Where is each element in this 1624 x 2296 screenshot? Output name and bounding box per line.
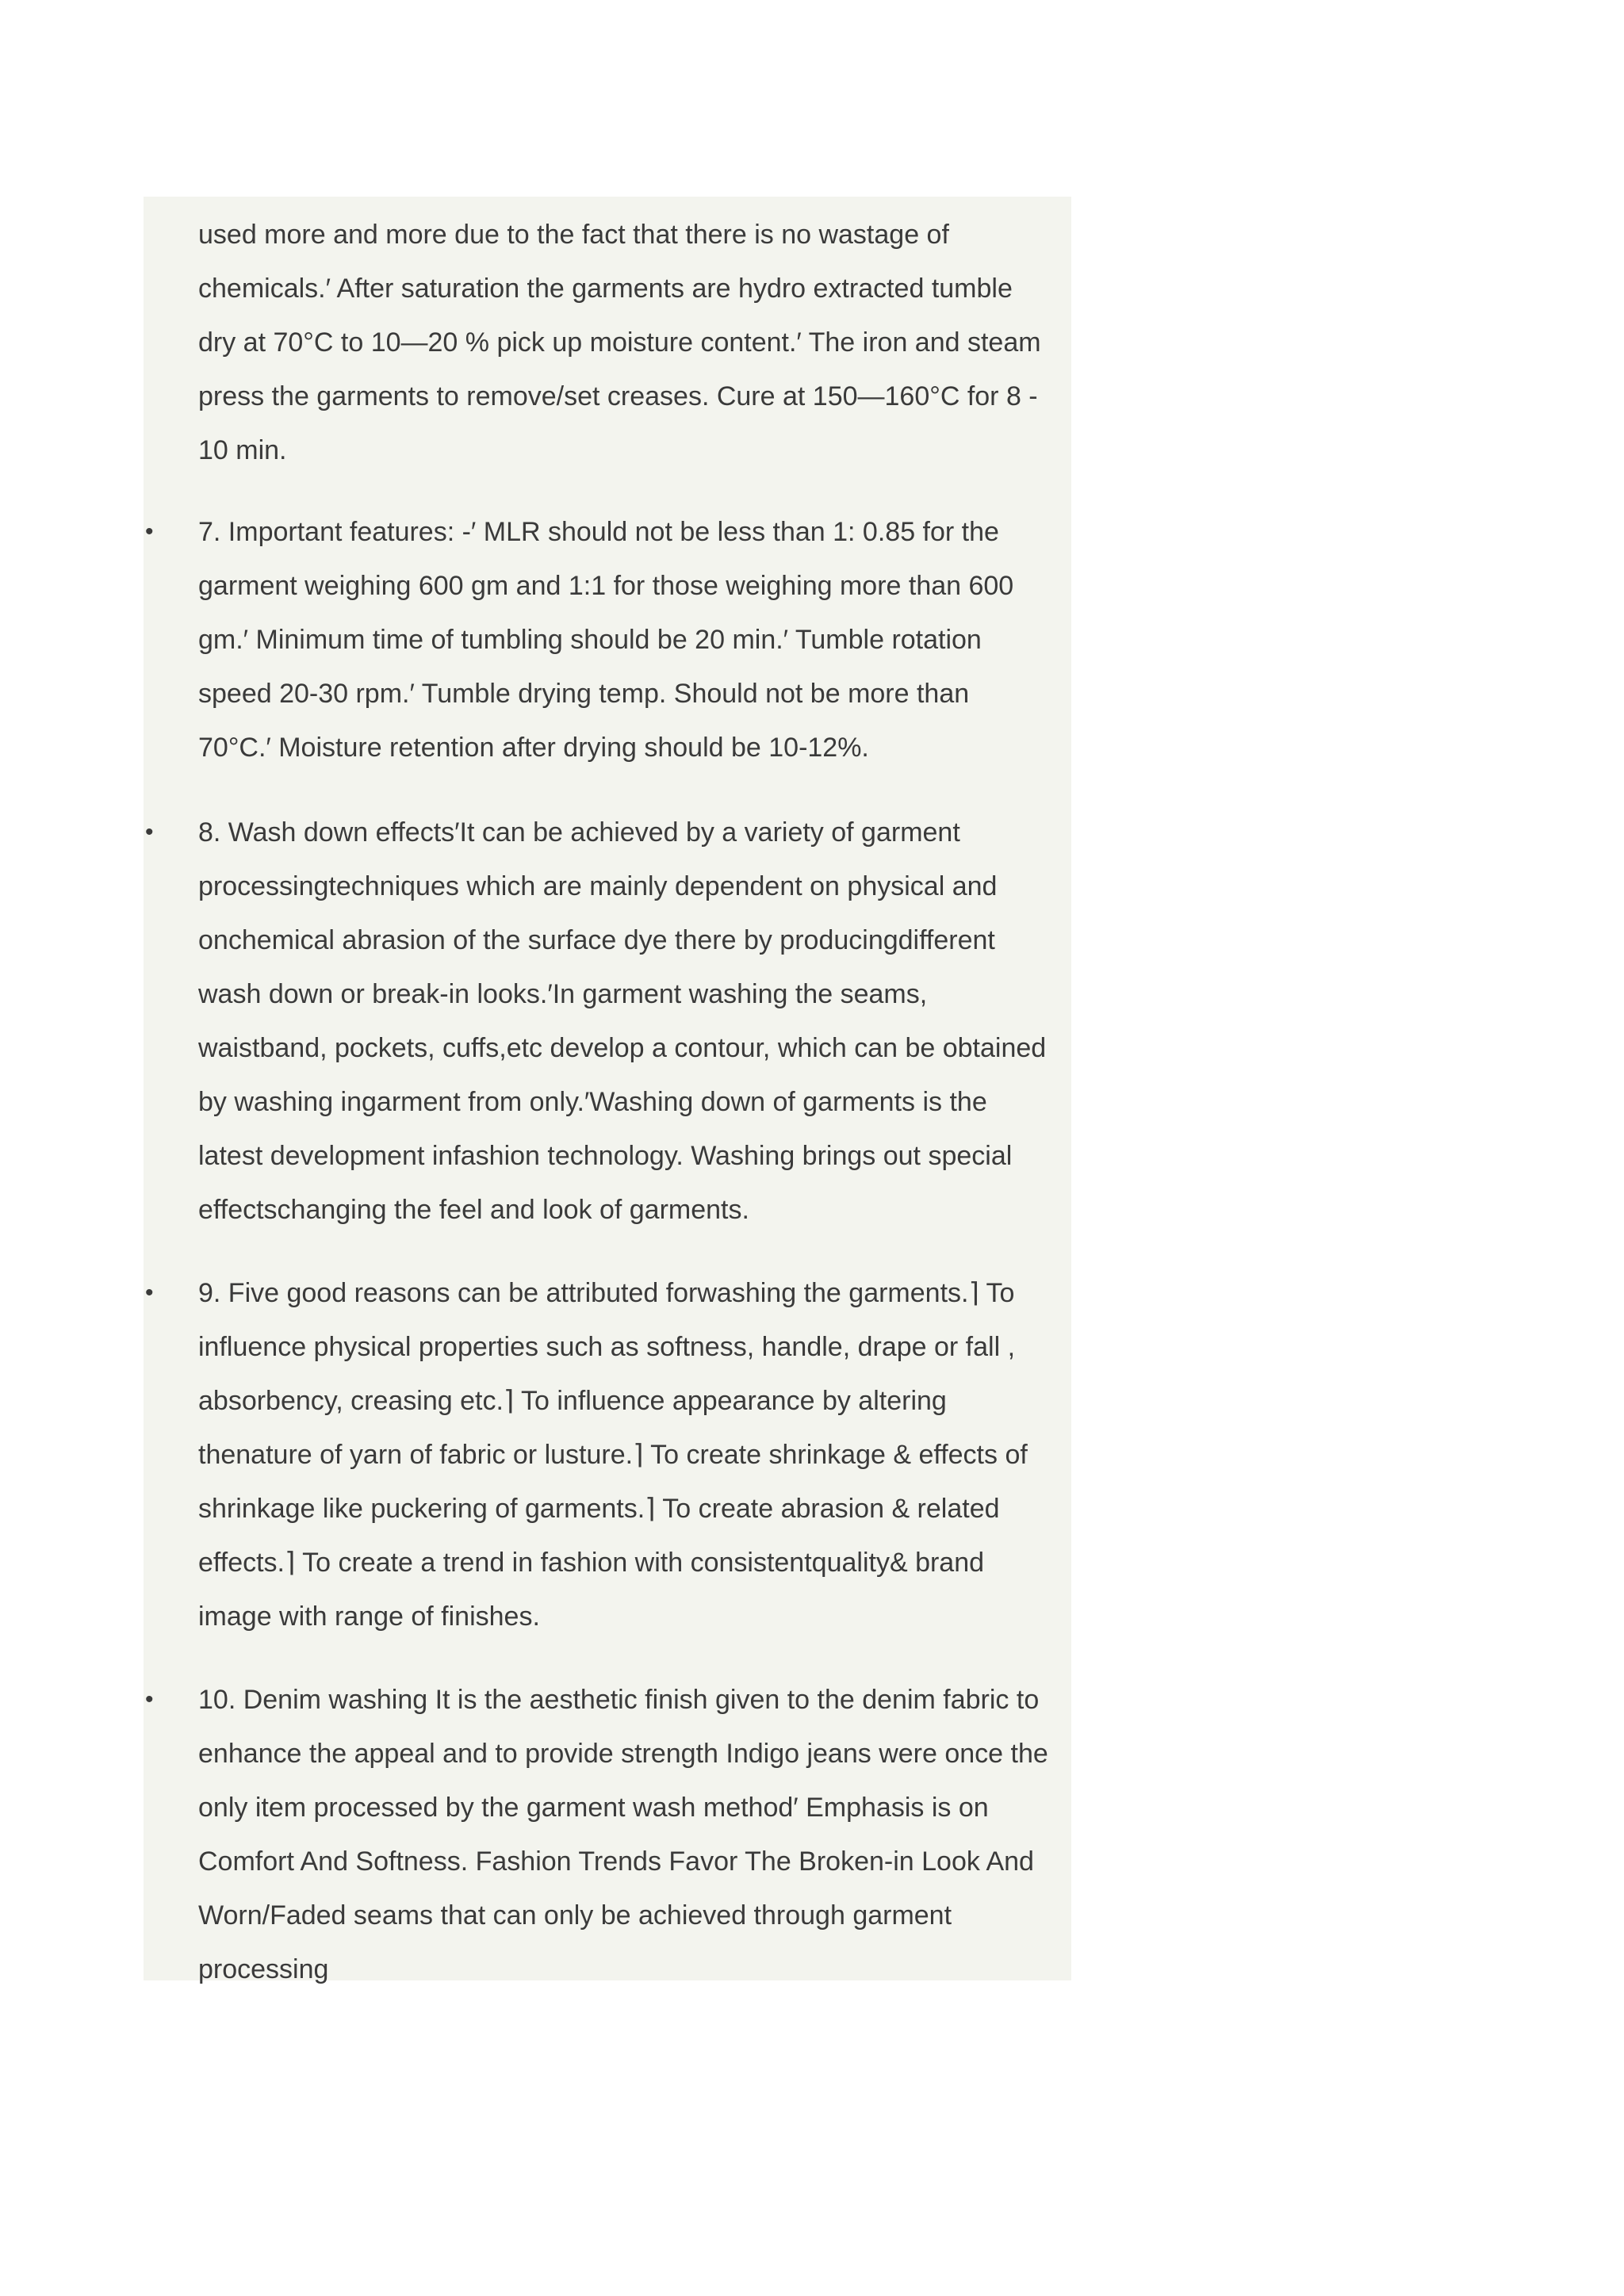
text-line: shrinkage like puckering of garments.⌉ To create abrasion & related [198,1494,1000,1524]
text-line: latest development infashion technology. Washing brings out special [198,1141,1013,1171]
text-line: wash down or break-in looks.′In garment washing the seams, [198,979,928,1009]
text-line: 7. Important features: -′ MLR should not be less than 1: 0.85 for the [198,517,999,547]
text-line: image with range of finishes. [198,1601,540,1632]
text-line: gm.′ Minimum time of tumbling should be 20 min.′ Tumble rotation [198,625,982,655]
bullet-icon: • [145,519,154,545]
text-line: absorbency, creasing etc.⌉ To influence appearance by altering [198,1386,947,1416]
list-item-denim-washing [198,1673,1071,1996]
text-line: Worn/Faded seams that can only be achieved through garment [198,1900,952,1931]
bullet-icon: • [145,819,154,845]
text-line: by washing ingarment from only.′Washing down of garments is the [198,1087,987,1117]
bullet-icon: • [145,1686,154,1712]
text-line: processing [198,1954,329,1984]
text-line: 8. Wash down effects′It can be achieved by a variety of garment [198,817,960,848]
text-line: 10. Denim washing It is the aesthetic finish given to the denim fabric to [198,1685,1040,1715]
text-line: effects.⌉ To create a trend in fashion with consistentquality& brand [198,1548,985,1578]
text-line: dry at 70°C to 10—20 % pick up moisture content.′ The iron and steam [198,327,1041,358]
text-line: only item processed by the garment wash method′ Emphasis is on [198,1793,989,1823]
text-line: press the garments to remove/set creases. Cure at 150—160°C for 8 - [198,381,1038,411]
text-line: garment weighing 600 gm and 1:1 for those weighing more than 600 [198,571,1014,601]
text-line: influence physical properties such as softness, handle, drape or fall , [198,1332,1016,1362]
text-line: used more and more due to the fact that there is no wastage of [198,220,949,250]
text-line: 10 min. [198,435,287,465]
text-line: effectschanging the feel and look of garments. [198,1195,749,1225]
text-line: processingtechniques which are mainly dependent on physical and [198,871,998,901]
list-item-wash-down-effects [198,806,1071,1237]
text-line: Comfort And Softness. Fashion Trends Favor The Broken-in Look And [198,1846,1034,1877]
text-line: enhance the appeal and to provide strength Indigo jeans were once the [198,1739,1048,1769]
list-item-five-good-reasons [198,1266,1071,1644]
list-item-important-features [198,505,1071,775]
text-line: speed 20-30 rpm.′ Tumble drying temp. Should not be more than [198,679,970,709]
bullet-icon: • [145,1280,154,1306]
text-line: onchemical abrasion of the surface dye there by producingdifferent [198,925,995,955]
text-line: 9. Five good reasons can be attributed forwashing the garments.⌉ To [198,1278,1015,1308]
text-line: chemicals.′ After saturation the garments are hydro extracted tumble [198,274,1013,304]
text-line: thenature of yarn of fabric or lusture.⌉ To create shrinkage & effects of [198,1440,1028,1470]
text-line: 70°C.′ Moisture retention after drying should be 10-12%. [198,733,869,763]
text-line: waistband, pockets, cuffs,etc develop a contour, which can be obtained [198,1033,1047,1063]
paragraph-continuation [198,208,1071,477]
